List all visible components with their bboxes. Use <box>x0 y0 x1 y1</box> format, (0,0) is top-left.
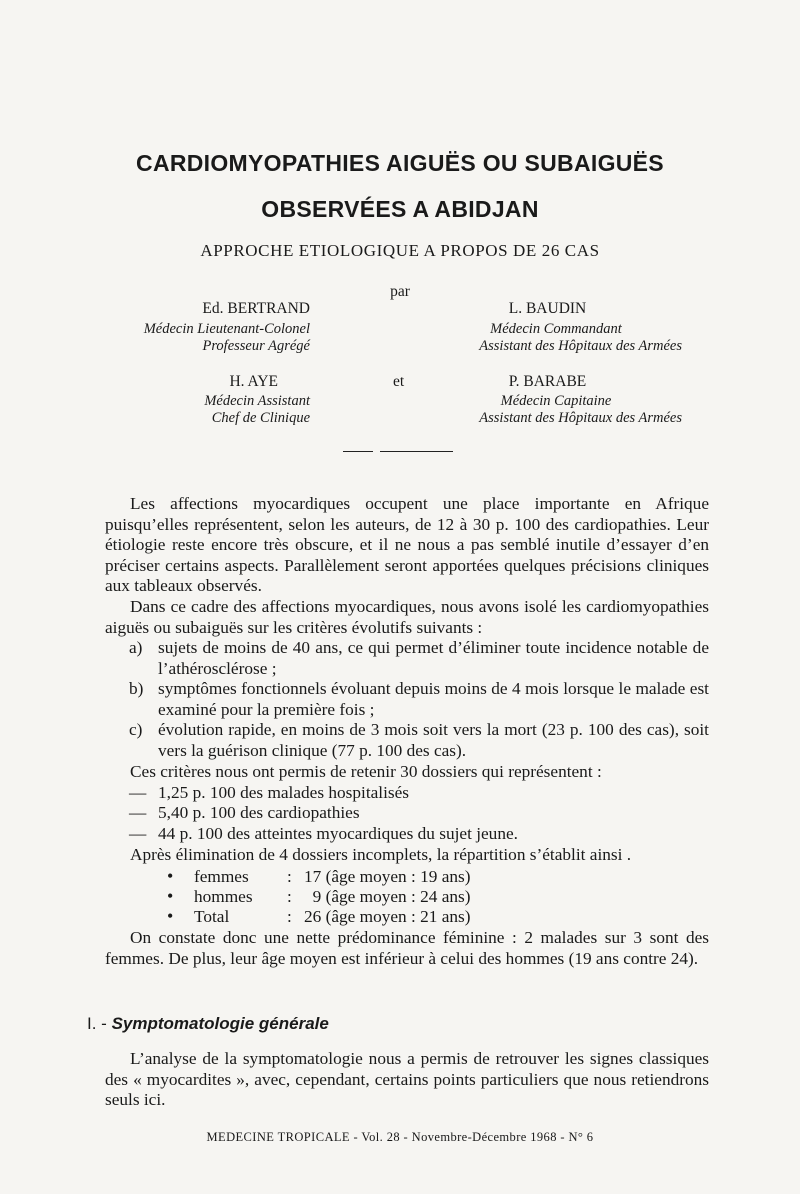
paragraph-symptomatology <box>105 1049 709 1111</box>
stats-row <box>167 886 471 908</box>
paragraph-text: Les affections myocardiques occupent une place importante en Afrique puisqu’elles représentent, selon les auteurs, de 12 à 30 p. 100 des cardiopathies. Leur étiologie reste encore très obscure, et il ne nous a pas semblé inutile d’essayer d’en préciser certains aspects. Parallèlement seront apportées quelques précisions cliniques aux tableaux observés. <box>105 494 709 596</box>
paragraph-text: L’analyse de la symptomatologie nous a permis de retrouver les signes classiques des « myocardites », avec, cependant, certains points particuliers que nous retiendrons seuls ici. <box>105 1049 709 1110</box>
stats-colon: : <box>287 907 292 926</box>
paragraph-dossiers <box>105 762 709 783</box>
dash-item <box>129 783 709 804</box>
criteria-item <box>129 638 709 679</box>
author-name: H. AYE <box>229 373 278 390</box>
section-title: Symptomatologie générale <box>111 1014 329 1033</box>
paragraph-criteria-intro <box>105 597 709 638</box>
author-role: Assistant des Hôpitaux des Armées <box>479 410 682 426</box>
author-role: Assistant des Hôpitaux des Armées <box>479 338 682 354</box>
author-baudin <box>430 300 665 318</box>
stats-value: 17 (âge moyen : 19 ans) <box>304 867 471 886</box>
criteria-label: b) <box>129 679 144 698</box>
stats-colon: : <box>287 887 292 906</box>
author-role: Médecin Assistant <box>204 393 310 409</box>
paragraph-intro <box>105 494 709 597</box>
author-name: P. BARABE <box>508 373 587 390</box>
criteria-label: c) <box>129 720 143 739</box>
paragraph-text: Après élimination de 4 dossiers incomplets, la répartition s’établit ainsi . <box>130 845 632 864</box>
stats-value: 26 (âge moyen : 21 ans) <box>304 907 471 926</box>
dash-mark: — <box>129 783 147 802</box>
stats-row <box>167 906 471 928</box>
author-barabe-roles <box>420 393 682 427</box>
bullet-mark: • <box>167 886 174 906</box>
et-label: et <box>393 373 405 390</box>
author-baudin-roles <box>420 321 682 355</box>
dash-item <box>129 824 709 845</box>
par-label: par <box>390 283 410 300</box>
separator-rule-long <box>380 451 453 452</box>
author-aye <box>150 373 278 391</box>
stats-colon: : <box>287 867 292 886</box>
criteria-item <box>129 679 709 720</box>
stats-label: Total <box>194 907 230 926</box>
criteria-text: évolution rapide, en moins de 3 mois soit vers la mort (23 p. 100 des cas), soit vers la guérison clinique (77 p. 100 des cas). <box>158 720 709 760</box>
criteria-text: sujets de moins de 40 ans, ce qui permet d’éliminer toute incidence notable de l’athérosclérose ; <box>158 638 709 678</box>
dash-mark: — <box>129 824 147 843</box>
criteria-label: a) <box>129 638 143 657</box>
author-role: Professeur Agrégé <box>202 338 310 354</box>
subtitle: APPROCHE ETIOLOGIQUE A PROPOS DE 26 CAS <box>200 241 600 260</box>
dash-text: 1,25 p. 100 des malades hospitalisés <box>158 783 410 802</box>
stats-row <box>167 866 471 888</box>
section-number: I. - <box>87 1014 107 1033</box>
paragraph-repartition <box>105 845 709 866</box>
paragraph-predominance <box>105 928 709 969</box>
criteria-item <box>129 720 709 761</box>
dash-item <box>129 803 709 824</box>
author-role: Médecin Lieutenant-Colonel <box>143 321 310 337</box>
author-name: L. BAUDIN <box>508 300 587 317</box>
stats-value: 9 (âge moyen : 24 ans) <box>304 887 471 906</box>
criteria-text: symptômes fonctionnels évoluant depuis moins de 4 mois lorsque le malade est examiné pour la première fois ; <box>158 679 709 719</box>
stats-label: hommes <box>194 887 253 906</box>
bullet-mark: • <box>167 866 174 886</box>
author-name: Ed. BERTRAND <box>202 300 310 317</box>
author-role: Médecin Capitaine <box>500 393 612 409</box>
author-aye-roles <box>100 393 310 427</box>
dash-text: 5,40 p. 100 des cardiopathies <box>158 803 360 822</box>
author-bertrand-roles <box>100 321 310 355</box>
separator-rule-short <box>343 451 373 452</box>
stats-label: femmes <box>194 867 249 886</box>
section-heading <box>87 1014 329 1034</box>
paragraph-text: Dans ce cadre des affections myocardiques, nous avons isolé les cardiomyopathies aiguës ou subaiguës sur les critères évolutifs suivants : <box>105 597 709 637</box>
title-line-1: CARDIOMYOPATHIES AIGUËS OU SUBAIGUËS <box>136 150 664 176</box>
bullet-mark: • <box>167 906 174 926</box>
dash-text: 44 p. 100 des atteintes myocardiques du sujet jeune. <box>158 824 518 843</box>
author-role: Chef de Clinique <box>211 410 310 426</box>
paragraph-text: On constate donc une nette prédominance féminine : 2 malades sur 3 sont des femmes. De plus, leur âge moyen est inférieur à celui des hommes (19 ans contre 24). <box>105 928 709 968</box>
title-line-2: OBSERVÉES A ABIDJAN <box>261 196 539 222</box>
dash-mark: — <box>129 803 147 822</box>
paragraph-text: Ces critères nous ont permis de retenir 30 dossiers qui représentent : <box>130 762 602 781</box>
author-bertrand <box>150 300 310 318</box>
author-role: Médecin Commandant <box>490 321 622 337</box>
author-barabe <box>430 373 665 391</box>
journal-footer: MEDECINE TROPICALE - Vol. 28 - Novembre-Décembre 1968 - N° 6 <box>206 1130 594 1144</box>
